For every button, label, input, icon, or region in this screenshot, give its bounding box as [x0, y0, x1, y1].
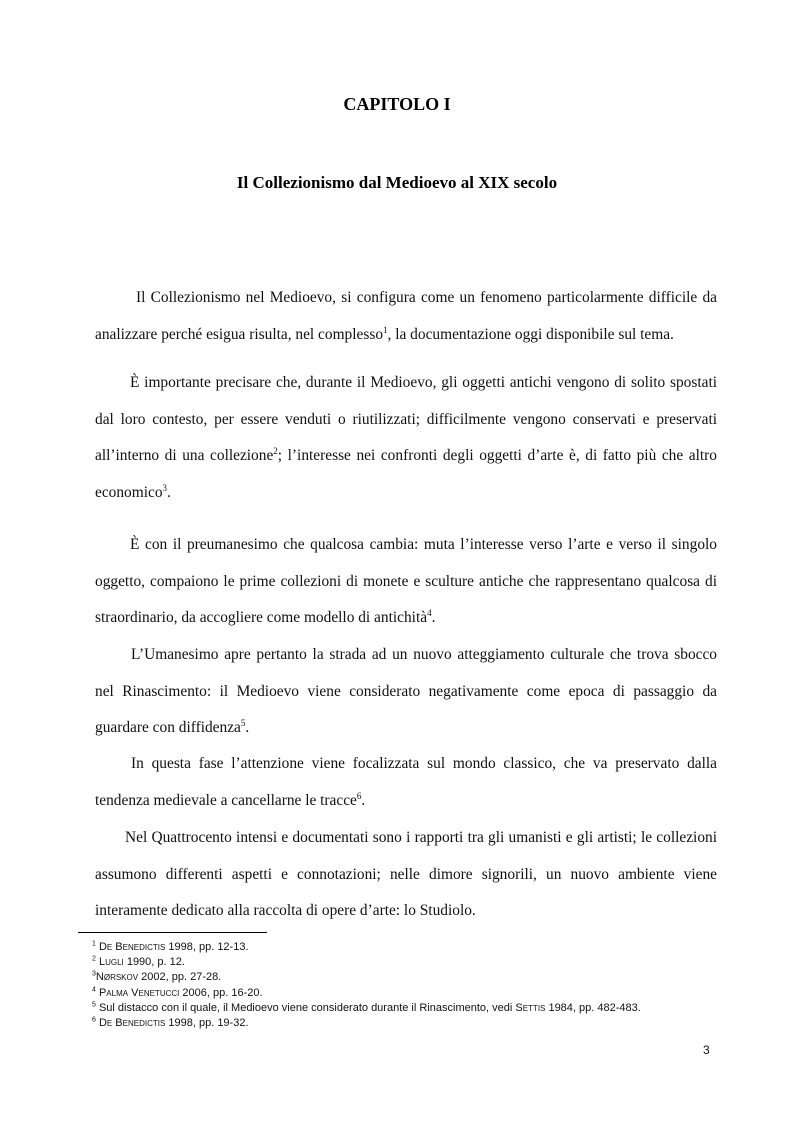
- footnote-author: De Benedictis: [98, 1017, 166, 1030]
- footnote-separator: [78, 932, 267, 933]
- paragraph-text: È importante precisare che, durante il Medioevo, gli oggetti antichi vengono di solito spostati dal loro contesto, per essere venduti o riutilizzati; difficilmente vengono conservati e preservati all’interno di una collezione: [95, 374, 717, 464]
- footnotes: [92, 940, 732, 1031]
- footnote-ref: 5: [240, 717, 246, 728]
- paragraph-4: [95, 637, 717, 747]
- paragraph-text: In questa fase l’attenzione viene focalizzata sul mondo classico, che va preservato dalla tendenza medievale a cancellarne le tracce: [95, 755, 717, 809]
- footnote-ref: 3: [162, 482, 168, 493]
- paragraph-3: [95, 527, 717, 637]
- footnote-ref: 2: [273, 445, 278, 456]
- footnote-ref: 4: [427, 607, 432, 618]
- footnote-number: 3: [92, 970, 96, 978]
- footnote-5: [92, 1001, 732, 1016]
- paragraph-text: È con il preumanesimo che qualcosa cambia: muta l’interesse verso l’arte e verso il singolo oggetto, compaiono le prime collezioni di monete e sculture antiche che rappresentano qualcosa di straordinario, da accogliere come modello di antichità: [95, 536, 717, 626]
- paragraph-text: .: [431, 609, 436, 626]
- paragraph-1: [95, 280, 717, 353]
- paragraph-5: [95, 746, 717, 819]
- footnote-1: [92, 940, 732, 955]
- paragraph-text: Nel Quattrocento intensi e documentati sono i rapporti tra gli umanisti e gli artisti; le collezioni assumono differenti aspetti e connotazioni; nelle dimore signorili, un nuovo ambiente viene interamente dedicato alla raccolta di opere d’arte: lo Studiolo.: [95, 829, 717, 919]
- footnote-author: De Benedictis: [98, 941, 166, 953]
- footnote-author: Lugli: [98, 956, 124, 969]
- paragraph-text: .: [167, 483, 171, 501]
- footnote-citation: 1998, pp. 19-32.: [165, 1017, 249, 1030]
- footnote-number: 2: [92, 955, 96, 963]
- paragraph-text: L’Umanesimo apre pertanto la strada ad un nuovo atteggiamento culturale che trova sbocco nel Rinascimento: il Medioevo viene considerato negativamente come epoca di passaggio da guardare con diffidenza: [95, 646, 717, 736]
- footnote-number: 6: [92, 1016, 96, 1024]
- paragraph-text: .: [245, 719, 250, 736]
- paragraph-text: , la documentazione oggi disponibile sul tema.: [387, 325, 674, 343]
- footnote-6: [92, 1016, 732, 1031]
- footnote-author: Palma Venetucci: [98, 986, 180, 999]
- footnote-4: [92, 986, 732, 1001]
- footnote-number: 5: [92, 1001, 96, 1009]
- footnote-2: [92, 955, 732, 970]
- paragraph-2: [95, 365, 717, 511]
- footnote-citation: 1998, pp. 12-13.: [165, 941, 249, 953]
- paragraph-6: [95, 820, 717, 930]
- paragraph-text: .: [361, 791, 366, 809]
- footnote-text: Sul distacco con il quale, il Medioevo viene considerato durante il Rinascimento, vedi: [98, 1001, 516, 1014]
- footnote-author: Settis: [515, 1001, 546, 1014]
- footnote-ref: 1: [383, 324, 388, 335]
- chapter-heading: CAPITOLO I: [343, 94, 451, 114]
- footnote-citation: 2002, pp. 27-28.: [138, 971, 222, 984]
- chapter-title: Il Collezionismo dal Medioevo al XIX secolo: [236, 173, 558, 192]
- footnote-author: Nørskov: [95, 971, 139, 984]
- footnote-citation: 1984, pp. 482-483.: [545, 1001, 641, 1014]
- footnote-number: 4: [92, 985, 96, 993]
- footnote-3: [92, 970, 732, 985]
- page-number: 3: [703, 1043, 710, 1057]
- paragraph-text: ; l’interesse nei confronti degli oggetti d’arte è, di fatto più che altro economico: [95, 447, 717, 501]
- footnote-citation: 1990, p. 12.: [123, 956, 185, 969]
- footnote-ref: 6: [356, 790, 362, 801]
- paragraph-text: Il Collezionismo nel Medioevo, si configura come un fenomeno particolarmente difficile da analizzare perché esigua risulta, nel complesso: [95, 289, 717, 343]
- footnote-citation: 2006, pp. 16-20.: [179, 986, 263, 999]
- footnote-number: 1: [92, 940, 96, 948]
